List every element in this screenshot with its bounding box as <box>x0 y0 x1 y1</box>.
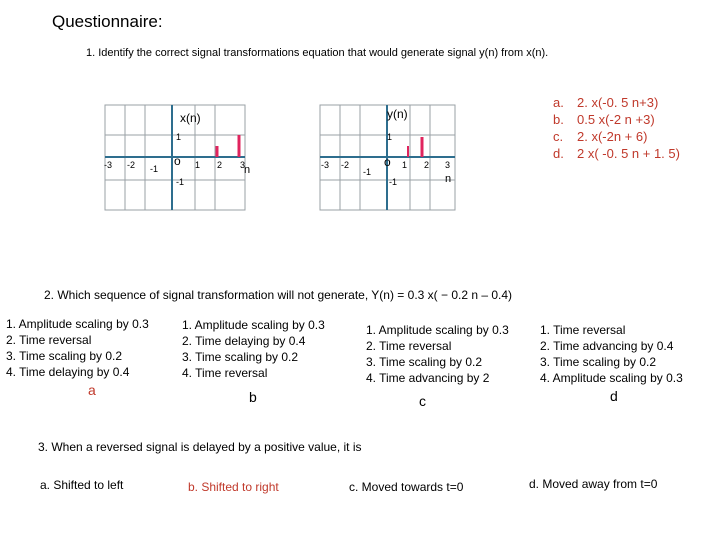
q1-option-b[interactable]: b. 0.5 x(-2 n +3) <box>553 112 655 127</box>
q2-c-step: 4. Time advancing by 2 <box>366 371 490 385</box>
graph-x-tick: -1 <box>150 164 159 174</box>
graph-x-ytick-minus1: -1 <box>176 177 185 187</box>
graph-y-tick: -3 <box>321 160 330 170</box>
graph-x-ytick-1: 1 <box>176 132 182 142</box>
graph-y-tick: -2 <box>341 160 350 170</box>
graph-x-tick: 3 <box>240 160 246 170</box>
q3-option-c[interactable]: c. Moved towards t=0 <box>349 480 464 494</box>
graph-x-label: x(n) <box>180 111 201 125</box>
graph-y-tick: -1 <box>363 167 372 177</box>
graph-x-axis-var: n <box>244 164 251 176</box>
graph-x-n <box>100 100 260 215</box>
question-2-text: 2. Which sequence of signal transformation will not generate, Y(n) = 0.3 x( − 0.2 n – 0.4) <box>44 288 513 302</box>
graph-y-ytick-minus1: -1 <box>389 177 398 187</box>
q1-option-d[interactable]: d. 2 x( -0. 5 n + 1. 5) <box>553 146 680 161</box>
q2-choice-c[interactable] <box>366 322 509 386</box>
graph-x-tick: o <box>174 154 181 168</box>
graph-y-tick: o <box>384 155 391 169</box>
q2-a-step: 3. Time scaling by 0.2 <box>6 349 123 363</box>
graph-x-tick: 1 <box>195 160 201 170</box>
graph-y-tick: 3 <box>445 160 451 170</box>
q3-option-d[interactable]: d. Moved away from t=0 <box>529 477 658 491</box>
graph-y-tick: 1 <box>402 160 408 170</box>
question-1-text: 1. Identify the correct signal transformations equation that would generate signal y(n) from x(n). <box>86 47 549 59</box>
q2-d-step: 3. Time scaling by 0.2 <box>540 355 657 369</box>
q1-option-c[interactable]: c. 2. x(-2n + 6) <box>553 129 648 144</box>
q2-a-step: 4. Time delaying by 0.4 <box>6 365 130 379</box>
graph-y-label: y(n) <box>387 107 408 121</box>
q3-option-a[interactable]: a. Shifted to left <box>40 478 124 492</box>
q2-c-step: 1. Amplitude scaling by 0.3 <box>366 323 509 337</box>
question-3-text: 3. When a reversed signal is delayed by a positive value, it is <box>38 440 362 454</box>
page-title: Questionnaire: <box>52 12 163 31</box>
q2-c-step: 3. Time scaling by 0.2 <box>366 355 483 369</box>
q2-b-step: 2. Time delaying by 0.4 <box>182 334 306 348</box>
graph-x-tick: -2 <box>127 160 136 170</box>
graph-y-n <box>315 100 475 215</box>
q2-a-step: 2. Time reversal <box>6 333 92 347</box>
q2-c-step: 2. Time reversal <box>366 339 452 353</box>
q3-option-b[interactable]: b. Shifted to right <box>188 480 279 494</box>
graph-y-axis-var: n <box>445 173 452 185</box>
q2-b-step: 1. Amplitude scaling by 0.3 <box>182 318 325 332</box>
graph-x-tick: -3 <box>104 160 113 170</box>
q2-b-step: 4. Time reversal <box>182 366 268 380</box>
q2-choice-d-letter: d <box>610 388 618 404</box>
q2-d-step: 4. Amplitude scaling by 0.3 <box>540 371 683 385</box>
q2-choice-c-letter: c <box>419 393 426 409</box>
q2-d-step: 2. Time advancing by 0.4 <box>540 339 674 353</box>
q2-a-step: 1. Amplitude scaling by 0.3 <box>6 317 149 331</box>
q2-choice-b[interactable] <box>182 317 325 381</box>
q2-b-step: 3. Time scaling by 0.2 <box>182 350 299 364</box>
q2-choice-b-letter: b <box>249 389 257 405</box>
q1-options <box>553 94 680 162</box>
q2-choice-a-letter: a <box>88 382 96 398</box>
graph-y-ytick-1: 1 <box>387 132 393 142</box>
graph-x-tick: 2 <box>217 160 223 170</box>
q1-option-a[interactable]: a. 2. x(-0. 5 n+3) <box>553 95 659 110</box>
q2-d-step: 1. Time reversal <box>540 323 626 337</box>
q2-choice-d[interactable] <box>540 322 683 386</box>
graph-y-tick: 2 <box>424 160 430 170</box>
q2-choice-a[interactable] <box>6 316 149 380</box>
